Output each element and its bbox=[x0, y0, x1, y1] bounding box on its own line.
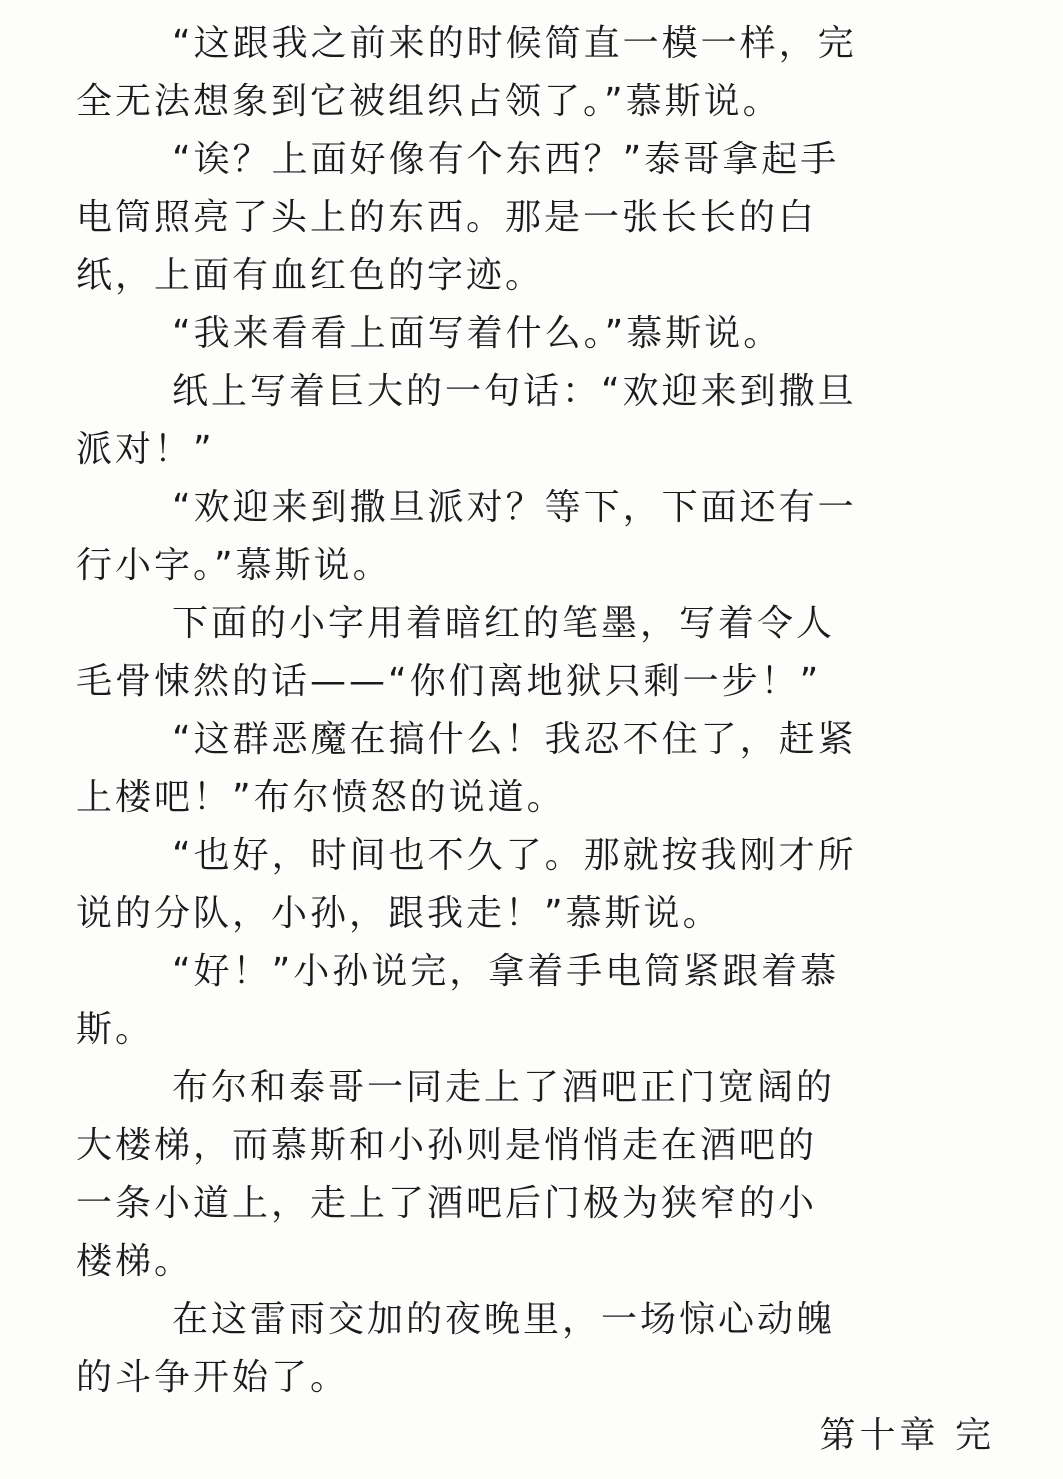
text-line: “这群恶魔在搞什么！我忍不住了，赶紧 bbox=[172, 719, 857, 760]
text-line: 下面的小字用着暗红的笔墨，写着令人 bbox=[172, 603, 836, 644]
text-line: 的斗争开始了。 bbox=[76, 1357, 350, 1398]
text-line: 在这雷雨交加的夜晚里，一场惊心动魄 bbox=[172, 1299, 836, 1340]
text-line: 纸，上面有血红色的字迹。 bbox=[76, 255, 545, 296]
text-line: 电筒照亮了头上的东西。那是一张长长的白 bbox=[76, 197, 818, 238]
text-line: 上楼吧！”布尔愤怒的说道。 bbox=[76, 777, 566, 818]
text-line: “这跟我之前来的时候简直一模一样，完 bbox=[172, 23, 857, 64]
text-line: 楼梯。 bbox=[76, 1241, 194, 1282]
text-line: “诶？上面好像有个东西？”泰哥拿起手 bbox=[172, 139, 840, 180]
text-line: “也好，时间也不久了。那就按我刚才所 bbox=[172, 835, 857, 876]
text-line: 全无法想象到它被组织占领了。”慕斯说。 bbox=[76, 81, 782, 122]
text-line: 派对！” bbox=[76, 429, 215, 470]
text-line: “好！”小孙说完，拿着手电筒紧跟着慕 bbox=[172, 951, 840, 992]
text-line: “欢迎来到撒旦派对？等下，下面还有一 bbox=[172, 487, 857, 528]
text-line: 说的分队，小孙，跟我走！”慕斯说。 bbox=[76, 893, 722, 934]
text-line: 斯。 bbox=[76, 1009, 155, 1050]
text-line: 毛骨悚然的话——“你们离地狱只剩一步！” bbox=[76, 661, 822, 702]
text-line: “我来看看上面写着什么。”慕斯说。 bbox=[172, 313, 783, 354]
text-line: 行小字。”慕斯说。 bbox=[76, 545, 392, 586]
text-line: 一条小道上，走上了酒吧后门极为狭窄的小 bbox=[76, 1183, 818, 1224]
chapter-end-label: 第十章 完 bbox=[819, 1415, 995, 1456]
text-line: 大楼梯，而慕斯和小孙则是悄悄走在酒吧的 bbox=[76, 1125, 818, 1166]
text-line: 布尔和泰哥一同走上了酒吧正门宽阔的 bbox=[172, 1067, 836, 1108]
text-line: 纸上写着巨大的一句话：“欢迎来到撒旦 bbox=[172, 371, 857, 412]
